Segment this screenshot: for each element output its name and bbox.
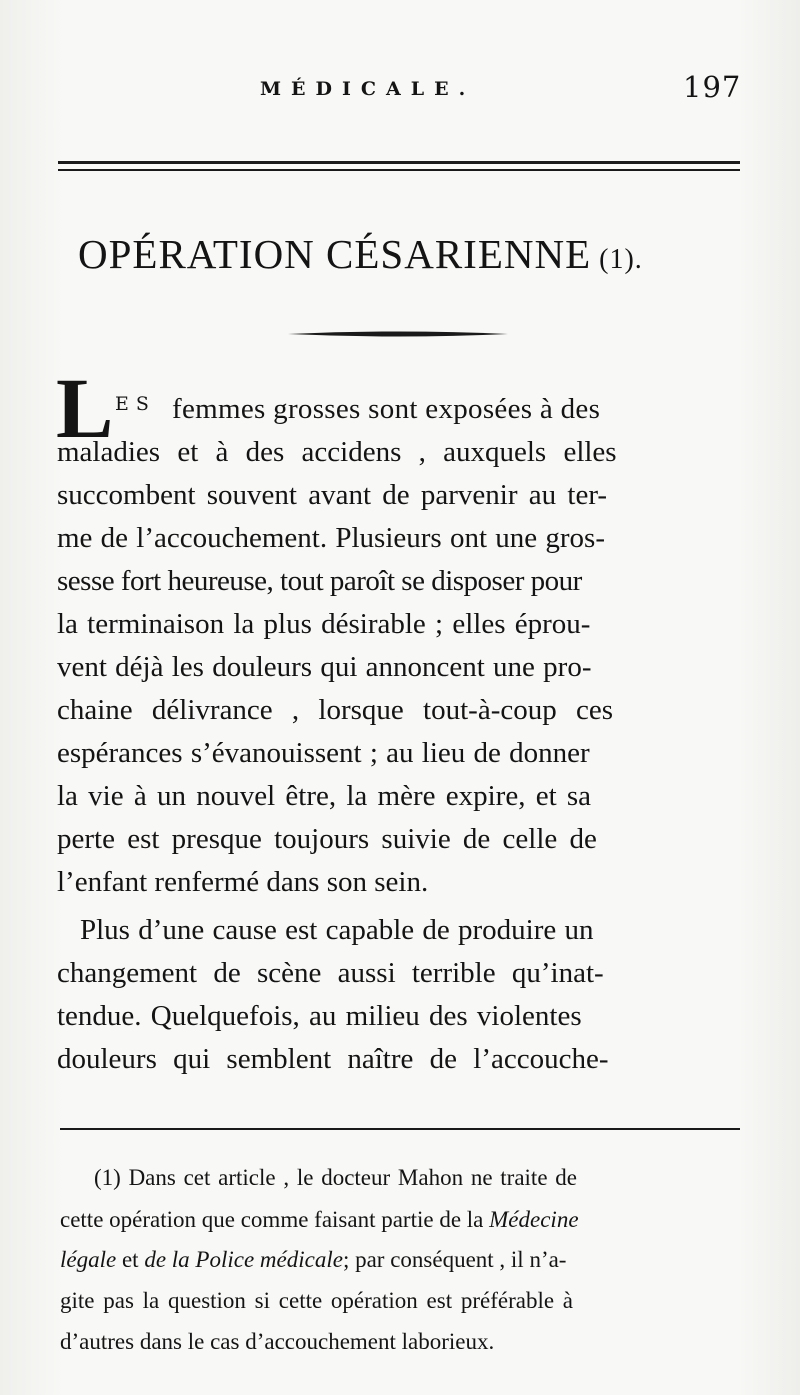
title-ornament-rule (288, 330, 508, 338)
body-line: changement de scène aussi terrible qu’inat- (57, 957, 604, 989)
footnote-italic-text: Médecine (489, 1207, 579, 1232)
body-line: l’enfant renfermé dans son sein. (57, 866, 429, 898)
body-line: femmes grosses sont exposées à des (172, 393, 601, 425)
body-line: tendue. Quelquefois, au milieu des violentes (57, 1000, 582, 1032)
page-number: 197 (683, 70, 742, 104)
footnote-line: gite pas la question si cette opération est préférable à (60, 1288, 573, 1313)
footnote-separator-rule (60, 1128, 740, 1130)
article-title-text: OPÉRATION CÉSARIENNE (78, 231, 592, 277)
body-line: perte est presque toujours suivie de celle de (57, 823, 597, 855)
body-line: douleurs qui semblent naître de l’accouche- (57, 1043, 609, 1075)
running-head: MÉDICALE. (260, 78, 476, 100)
footnote-italic-text: légale (60, 1247, 117, 1272)
article-title (78, 230, 643, 278)
drop-cap: L (56, 360, 114, 456)
first-word-smallcaps: ES (115, 393, 156, 415)
footnote-italic-text: de la Police médicale (144, 1247, 343, 1272)
body-line: maladies et à des accidens , auxquels elles (57, 436, 617, 468)
body-line: la terminaison la plus désirable ; elles éprou- (57, 608, 591, 640)
body-line: chaine délivrance , lorsque tout-à-coup ces (57, 694, 614, 726)
body-line: succombent souvent avant de parvenir au ter- (57, 479, 608, 511)
footnote-line (60, 1208, 579, 1231)
body-line: espérances s’évanouissent ; au lieu de donner (57, 737, 590, 769)
body-line: sesse fort heureuse, tout paroît se disposer pour (57, 565, 582, 597)
footnote-text: cette opération que comme faisant partie de la (60, 1207, 490, 1232)
title-footnote-mark: (1). (599, 244, 643, 275)
header-rule-thick (58, 161, 740, 164)
body-line: vent déjà les douleurs qui annoncent une pro- (57, 651, 592, 683)
footnote-line (60, 1248, 566, 1271)
body-line: Plus d’une cause est capable de produire un (80, 914, 594, 946)
footnote-line: d’autres dans le cas d’accouchement laborieux. (60, 1329, 495, 1354)
footnote-text: ; par conséquent , il n’a- (342, 1247, 567, 1272)
body-line: me de l’accouchement. Plusieurs ont une gros- (57, 522, 605, 554)
body-line: la vie à un nouvel être, la mère expire, et sa (57, 780, 592, 812)
header-rule-thin (58, 169, 740, 171)
footnote-line: (1) Dans cet article , le docteur Mahon ne traite de (94, 1165, 577, 1190)
footnote-text: et (116, 1247, 145, 1272)
